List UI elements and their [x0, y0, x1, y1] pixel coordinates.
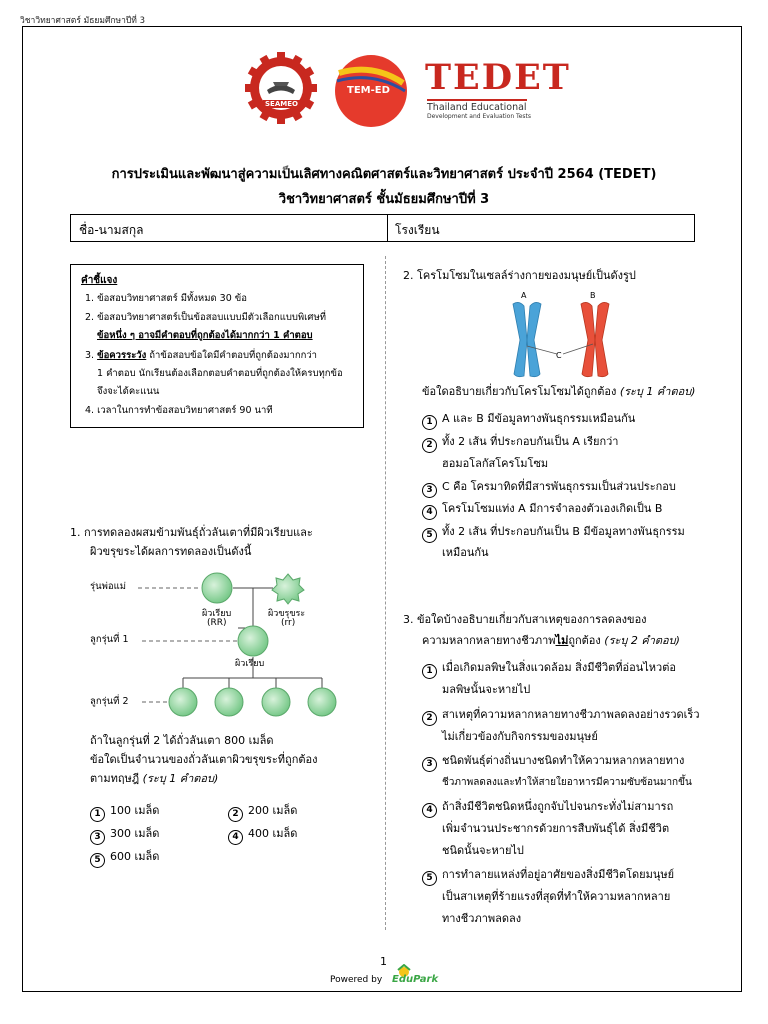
q2-choice-5-cont: เหมือนกัน: [442, 546, 489, 559]
q1-ask-line3-text: ตามทฤษฎี: [90, 772, 140, 785]
q1-choice-1[interactable]: [90, 802, 159, 822]
choice-number-icon: 1: [90, 807, 105, 822]
tedet-rule: [427, 99, 527, 101]
temed-logo: [333, 53, 409, 129]
smooth-genotype: (RR): [207, 618, 227, 628]
q2-choice-3[interactable]: [422, 478, 676, 498]
q3-stem-2a: ความหลากหลายทางชีวภาพ: [422, 634, 556, 647]
school-field-label: โรงเรียน: [395, 223, 440, 237]
tedet-wordmark: TEDET: [425, 57, 571, 98]
q3-choice-2-cont: ไม่เกี่ยวข้องกับกิจกรรมของมนุษย์: [442, 730, 598, 743]
chromosome-label-c: C: [556, 351, 562, 360]
q2-choice-1[interactable]: [422, 410, 635, 430]
instructions-box: [70, 264, 364, 428]
q3-stem-line1: 3. ข้อใดบ้างอธิบายเกี่ยวกับสาเหตุของการลดลงของ: [403, 613, 647, 626]
q3-choice-4-text: ถ้าสิ่งมีชีวิตชนิดหนึ่งถูกจับไปจนกระทั่งไม่สามารถ: [442, 800, 674, 813]
q3-choice-5-cont1: เป็นสาเหตุที่ร้ายแรงที่สุดที่ทำให้ความหลากหลาย: [442, 890, 671, 903]
q1-choice-5-text: 600 เมล็ด: [110, 850, 160, 863]
choice-number-icon: 5: [90, 853, 105, 868]
tedet-logo: [425, 57, 571, 121]
q3-choice-2-text: สาเหตุที่ความหลากหลายทางชีวภาพลดลงอย่างรวดเร็ว: [442, 708, 700, 721]
wrinkled-genotype: (rr): [281, 618, 296, 628]
q2-stem: 2. โครโมโซมในเซลล์ร่างกายของมนุษย์เป็นดังรูป: [403, 269, 636, 282]
q3-choice-1[interactable]: [422, 659, 676, 679]
choice-number-icon: 5: [422, 871, 437, 886]
choice-number-icon: 1: [422, 664, 437, 679]
chromosome-diagram: [505, 288, 625, 378]
instruction-1: 1. ข้อสอบวิทยาศาสตร์ มีทั้งหมด 30 ข้อ: [85, 293, 247, 304]
q3-stem-line2: [422, 632, 680, 650]
q1-choice-3-text: 300 เมล็ด: [110, 827, 160, 840]
tedet-sub1: Thailand Educational: [427, 102, 527, 113]
q3-not-word: ไม่: [555, 634, 569, 647]
choice-number-icon: 1: [422, 415, 437, 430]
choice-number-icon: 5: [422, 528, 437, 543]
instruction-2a: 2. ข้อสอบวิทยาศาสตร์เป็นข้อสอบแบบมีตัวเลือกแบบพิเศษที่: [85, 312, 326, 323]
edupark-text: EduPark: [392, 974, 439, 985]
f1-label: ลูกรุ่นที่ 1: [90, 634, 129, 645]
choice-number-icon: 4: [422, 803, 437, 818]
exam-subtitle: วิชาวิทยาศาสตร์ ชั้นมัธยมศึกษาปีที่ 3: [278, 192, 490, 207]
q1-choice-2-text: 200 เมล็ด: [248, 804, 298, 817]
instruction-3c: จึงจะได้คะแนน: [97, 386, 160, 397]
q1-choice-3[interactable]: [90, 825, 159, 845]
f1-phenotype: ผิวเรียบ: [235, 659, 265, 669]
q2-choice-4-text: โครโมโซมแท่ง A มีการจำลองตัวเองเกิดเป็น B: [442, 502, 663, 515]
wrinkled-label: ผิวขรุขระ: [268, 609, 306, 619]
column-separator: [385, 256, 386, 930]
q2-choice-2-text: ทั้ง 2 เส้น ที่ประกอบกันเป็น A เรียกว่า: [442, 435, 619, 448]
seameo-text: SEAMEO: [265, 100, 298, 108]
q1-answer-note: (ระบุ 1 คำตอบ): [142, 772, 219, 785]
q1-choice-2[interactable]: [228, 802, 297, 822]
q1-ask-line3: [90, 770, 218, 788]
instructions-title: คำชี้แจง: [81, 275, 118, 286]
q3-stem-2c: ถูกต้อง: [568, 634, 605, 647]
q1-choice-5[interactable]: [90, 848, 159, 868]
q3-answer-note: (ระบุ 2 คำตอบ): [604, 634, 680, 647]
choice-number-icon: 3: [422, 483, 437, 498]
instruction-4: 4. เวลาในการทำข้อสอบวิทยาศาสตร์ 90 นาที: [85, 405, 273, 416]
temed-text: TEM-ED: [347, 85, 390, 96]
chromosome-label-a: A: [521, 291, 527, 300]
seameo-logo: [243, 50, 319, 126]
q1-choice-1-text: 100 เมล็ด: [110, 804, 160, 817]
powered-by-text: Powered by: [330, 975, 383, 985]
choice-number-icon: 2: [228, 807, 243, 822]
q3-choice-3-cont: ชีวภาพลดลงและทำให้สายใยอาหารมีความซับซ้อนมากขึ้น: [442, 777, 692, 788]
q2-ask: [422, 383, 695, 401]
instruction-3a-rest: ถ้าข้อสอบข้อใดมีคำตอบที่ถูกต้องมากกว่า: [146, 350, 318, 361]
q3-choice-3[interactable]: [422, 752, 684, 772]
q3-choice-2[interactable]: [422, 706, 700, 726]
q2-choice-5-text: ทั้ง 2 เส้น ที่ประกอบกันเป็น B มีข้อมูลทางพันธุกรรม: [442, 525, 685, 538]
exam-title: การประเมินและพัฒนาสู่ความเป็นเลิศทางคณิตศาสตร์และวิทยาศาสตร์ ประจำปี 2564 (TEDET): [111, 167, 657, 182]
q1-ask-line2: ข้อใดเป็นจำนวนของถั่วลันเตาผิวขรุขระที่ถูกต้อง: [90, 753, 318, 766]
choice-number-icon: 3: [90, 830, 105, 845]
tedet-sub2: Development and Evaluation Tests: [427, 113, 532, 120]
smooth-label: ผิวเรียบ: [202, 609, 232, 619]
choice-number-icon: 2: [422, 438, 437, 453]
q2-choice-3-text: C คือ โครมาทิดที่มีสารพันธุกรรมเป็นส่วนประกอบ: [442, 480, 676, 493]
name-school-table: [70, 214, 695, 242]
instruction-2b: ข้อหนึ่ง ๆ อาจมีคำตอบที่ถูกต้องได้มากกว่า 1 คำตอบ: [97, 330, 313, 341]
q2-choice-2[interactable]: [422, 433, 619, 453]
caution-label: ข้อควรระวัง: [97, 350, 147, 361]
f2-label: ลูกรุ่นที่ 2: [90, 696, 129, 707]
page-number: 1: [380, 955, 387, 968]
q3-choice-5-text: การทำลายแหล่งที่อยู่อาศัยของสิ่งมีชีวิตโดยมนุษย์: [442, 868, 675, 881]
q3-choice-4[interactable]: [422, 798, 673, 818]
q3-choice-5[interactable]: [422, 866, 674, 886]
instruction-3b: 1 คำตอบ นักเรียนต้องเลือกตอบคำตอบที่ถูกต้องให้ครบทุกข้อ: [97, 368, 343, 379]
q2-choice-4[interactable]: [422, 500, 662, 520]
q3-choice-4-cont1: เพิ่มจำนวนประชากรด้วยการสืบพันธุ์ได้ สิ่งมีชีวิต: [442, 822, 670, 835]
chromosome-label-b: B: [590, 291, 596, 300]
q3-choice-1-text: เมื่อเกิดมลพิษในสิ่งแวดล้อม สิ่งมีชีวิตที่อ่อนไหวต่อ: [442, 661, 676, 674]
q2-choice-1-text: A และ B มีข้อมูลทางพันธุกรรมเหมือนกัน: [442, 412, 636, 425]
choice-number-icon: 2: [422, 711, 437, 726]
q1-choice-4[interactable]: [228, 825, 297, 845]
name-field-label: ชื่อ-นามสกุล: [79, 223, 144, 237]
q2-choice-2-cont: ฮอมอโลกัสโครโมโซม: [442, 457, 549, 470]
q1-choice-4-text: 400 เมล็ด: [248, 827, 298, 840]
pea-cross-diagram: [90, 568, 350, 728]
q2-answer-note: (ระบุ 1 คำตอบ): [619, 385, 696, 398]
instruction-3a: 3. ข้อควรระวัง ถ้าข้อสอบข้อใดมีคำตอบที่ถูกต้องมากกว่า: [85, 350, 318, 361]
q1-stem-line2: ผิวขรุขระได้ผลการทดลองเป็นดังนี้: [90, 545, 252, 558]
q1-stem-line1: 1. การทดลองผสมข้ามพันธุ์ถั่วลันเตาที่มีผิวเรียบและ: [70, 526, 313, 539]
q3-choice-1-cont: มลพิษนั้นจะหายไป: [442, 683, 531, 696]
choice-number-icon: 4: [228, 830, 243, 845]
table-divider: [387, 215, 388, 241]
q3-choice-5-cont2: ทางชีวภาพลดลง: [442, 912, 522, 925]
choice-number-icon: 4: [422, 505, 437, 520]
choice-number-icon: 3: [422, 757, 437, 772]
q1-ask-line1: ถ้าในลูกรุ่นที่ 2 ได้ถั่วลันเตา 800 เมล็ด: [90, 734, 274, 747]
q3-choice-3-text: ชนิดพันธุ์ต่างถิ่นบางชนิดทำให้ความหลากหลายทาง: [442, 754, 685, 767]
q3-choice-4-cont2: ชนิดนั้นจะหายไป: [442, 844, 524, 857]
running-header: วิชาวิทยาศาสตร์ มัธยมศึกษาปีที่ 3: [20, 16, 145, 26]
parents-label: รุ่นพ่อแม่: [90, 581, 126, 592]
q2-ask-text: ข้อใดอธิบายเกี่ยวกับโครโมโซมได้ถูกต้อง: [422, 385, 617, 398]
q2-choice-5[interactable]: [422, 523, 685, 543]
